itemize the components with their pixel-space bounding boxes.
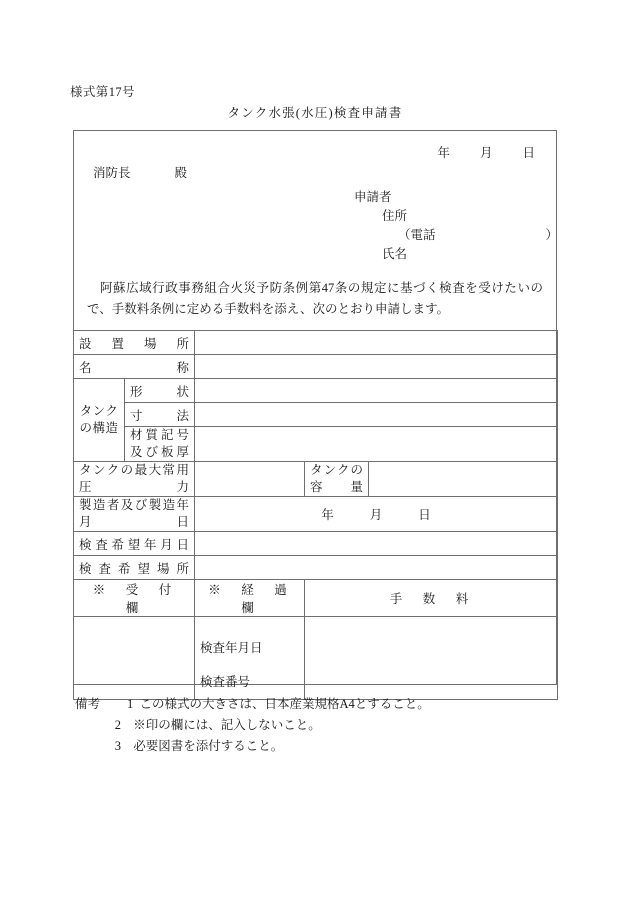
table-row-material-thickness xyxy=(74,427,558,462)
label-shape: 形状 xyxy=(125,379,195,403)
applicant-block xyxy=(354,188,558,264)
applicant-name-label: 氏名 xyxy=(382,247,408,261)
value-manufacture-date[interactable] xyxy=(195,497,558,532)
note-2-text: ※印の欄には、記入しないこと。 xyxy=(133,718,321,732)
label-desired-inspection-date: 検査希望年月日 xyxy=(74,532,195,556)
value-progress-column[interactable] xyxy=(195,617,305,700)
application-header-region xyxy=(73,130,557,330)
value-fee-column[interactable] xyxy=(305,617,558,700)
note-3-number: 3 xyxy=(114,739,121,753)
application-body-paragraph: 阿蘇広域行政事務組合火災予防条例第47条の規定に基づく検査を受けたいので、手数料条例に定める手数料を添え、次のとおり申請します。 xyxy=(87,281,543,316)
notes-section xyxy=(75,694,430,757)
submission-date-year: 年 xyxy=(437,146,450,160)
value-tank-capacity[interactable] xyxy=(369,462,558,497)
table-row-name xyxy=(74,355,558,379)
label-tank-capacity: タンクの容量 xyxy=(305,462,369,497)
note-1-text: この様式の大きさは、日本産業規格A4とすること。 xyxy=(139,697,430,711)
applicant-address-label: 住所 xyxy=(382,209,408,223)
table-row-installation-site xyxy=(74,331,558,355)
manufacture-date-year: 年 xyxy=(321,508,334,522)
table-row-desired-place xyxy=(74,556,558,580)
table-row-official-headers xyxy=(74,580,558,617)
label-installation-site: 設置場所 xyxy=(74,331,195,355)
applicant-label: 申請者 xyxy=(354,190,392,204)
note-item-2 xyxy=(75,715,430,736)
label-tank-structure: タンクの構造 xyxy=(74,379,125,462)
submission-date-day: 日 xyxy=(522,146,535,160)
table-row-max-pressure xyxy=(74,462,558,497)
table-row-official-values xyxy=(74,617,558,700)
label-manufacturer-and-date: 製造者及び製造年月日 xyxy=(74,497,195,532)
application-details-table xyxy=(73,330,558,700)
addressee-honorific: 殿 xyxy=(174,166,188,180)
submission-date-month: 月 xyxy=(479,146,493,160)
addressee-line xyxy=(93,163,187,181)
table-row-desired-date xyxy=(74,532,558,556)
column-header-fee: 手 数 料 xyxy=(305,580,558,617)
document-title: タンク水張(水圧)検査申請書 xyxy=(227,106,403,120)
addressee-title: 消防長 xyxy=(93,166,131,180)
note-2-number: 2 xyxy=(114,718,121,732)
manufacture-date-month: 月 xyxy=(369,508,383,522)
label-material-and-thickness: 材質記号及び板厚 xyxy=(125,427,195,462)
table-row-shape xyxy=(74,379,558,403)
note-3-text: 必要図書を添付すること。 xyxy=(133,739,284,753)
label-inspection-date: 検査年月日 xyxy=(200,641,263,655)
value-shape[interactable] xyxy=(195,379,558,403)
label-dimensions: 寸法 xyxy=(125,403,195,427)
value-max-working-pressure[interactable] xyxy=(195,462,305,497)
column-header-receipt: ※ 受 付 欄 xyxy=(74,580,195,617)
applicant-telephone-paren-close: ） xyxy=(545,228,558,242)
value-material-and-thickness[interactable] xyxy=(195,427,558,462)
note-item-1 xyxy=(75,694,430,715)
table-row-manufacturer-date xyxy=(74,497,558,532)
table-row-dimensions xyxy=(74,403,558,427)
value-name[interactable] xyxy=(195,355,558,379)
applicant-telephone-field xyxy=(398,226,558,245)
applicant-telephone-label: （電話 xyxy=(398,228,436,242)
note-item-3 xyxy=(75,736,430,757)
notes-label: 備考 xyxy=(75,697,101,711)
form-number: 様式第17号 xyxy=(70,85,135,99)
value-desired-inspection-date[interactable] xyxy=(195,532,558,556)
label-desired-inspection-place: 検査希望場所 xyxy=(74,556,195,580)
column-header-progress: ※ 経 過 欄 xyxy=(195,580,305,617)
note-1-number: 1 xyxy=(127,697,134,711)
value-desired-inspection-place[interactable] xyxy=(195,556,558,580)
value-receipt-column[interactable] xyxy=(74,617,195,700)
label-inspection-number: 検査番号 xyxy=(200,675,251,689)
progress-column-fields xyxy=(200,617,299,699)
value-installation-site[interactable] xyxy=(195,331,558,355)
label-max-working-pressure: タンクの最大常用圧力 xyxy=(74,462,195,497)
manufacture-date-day: 日 xyxy=(418,508,431,522)
submission-date-line xyxy=(437,143,535,161)
value-dimensions[interactable] xyxy=(195,403,558,427)
label-name: 名称 xyxy=(74,355,195,379)
